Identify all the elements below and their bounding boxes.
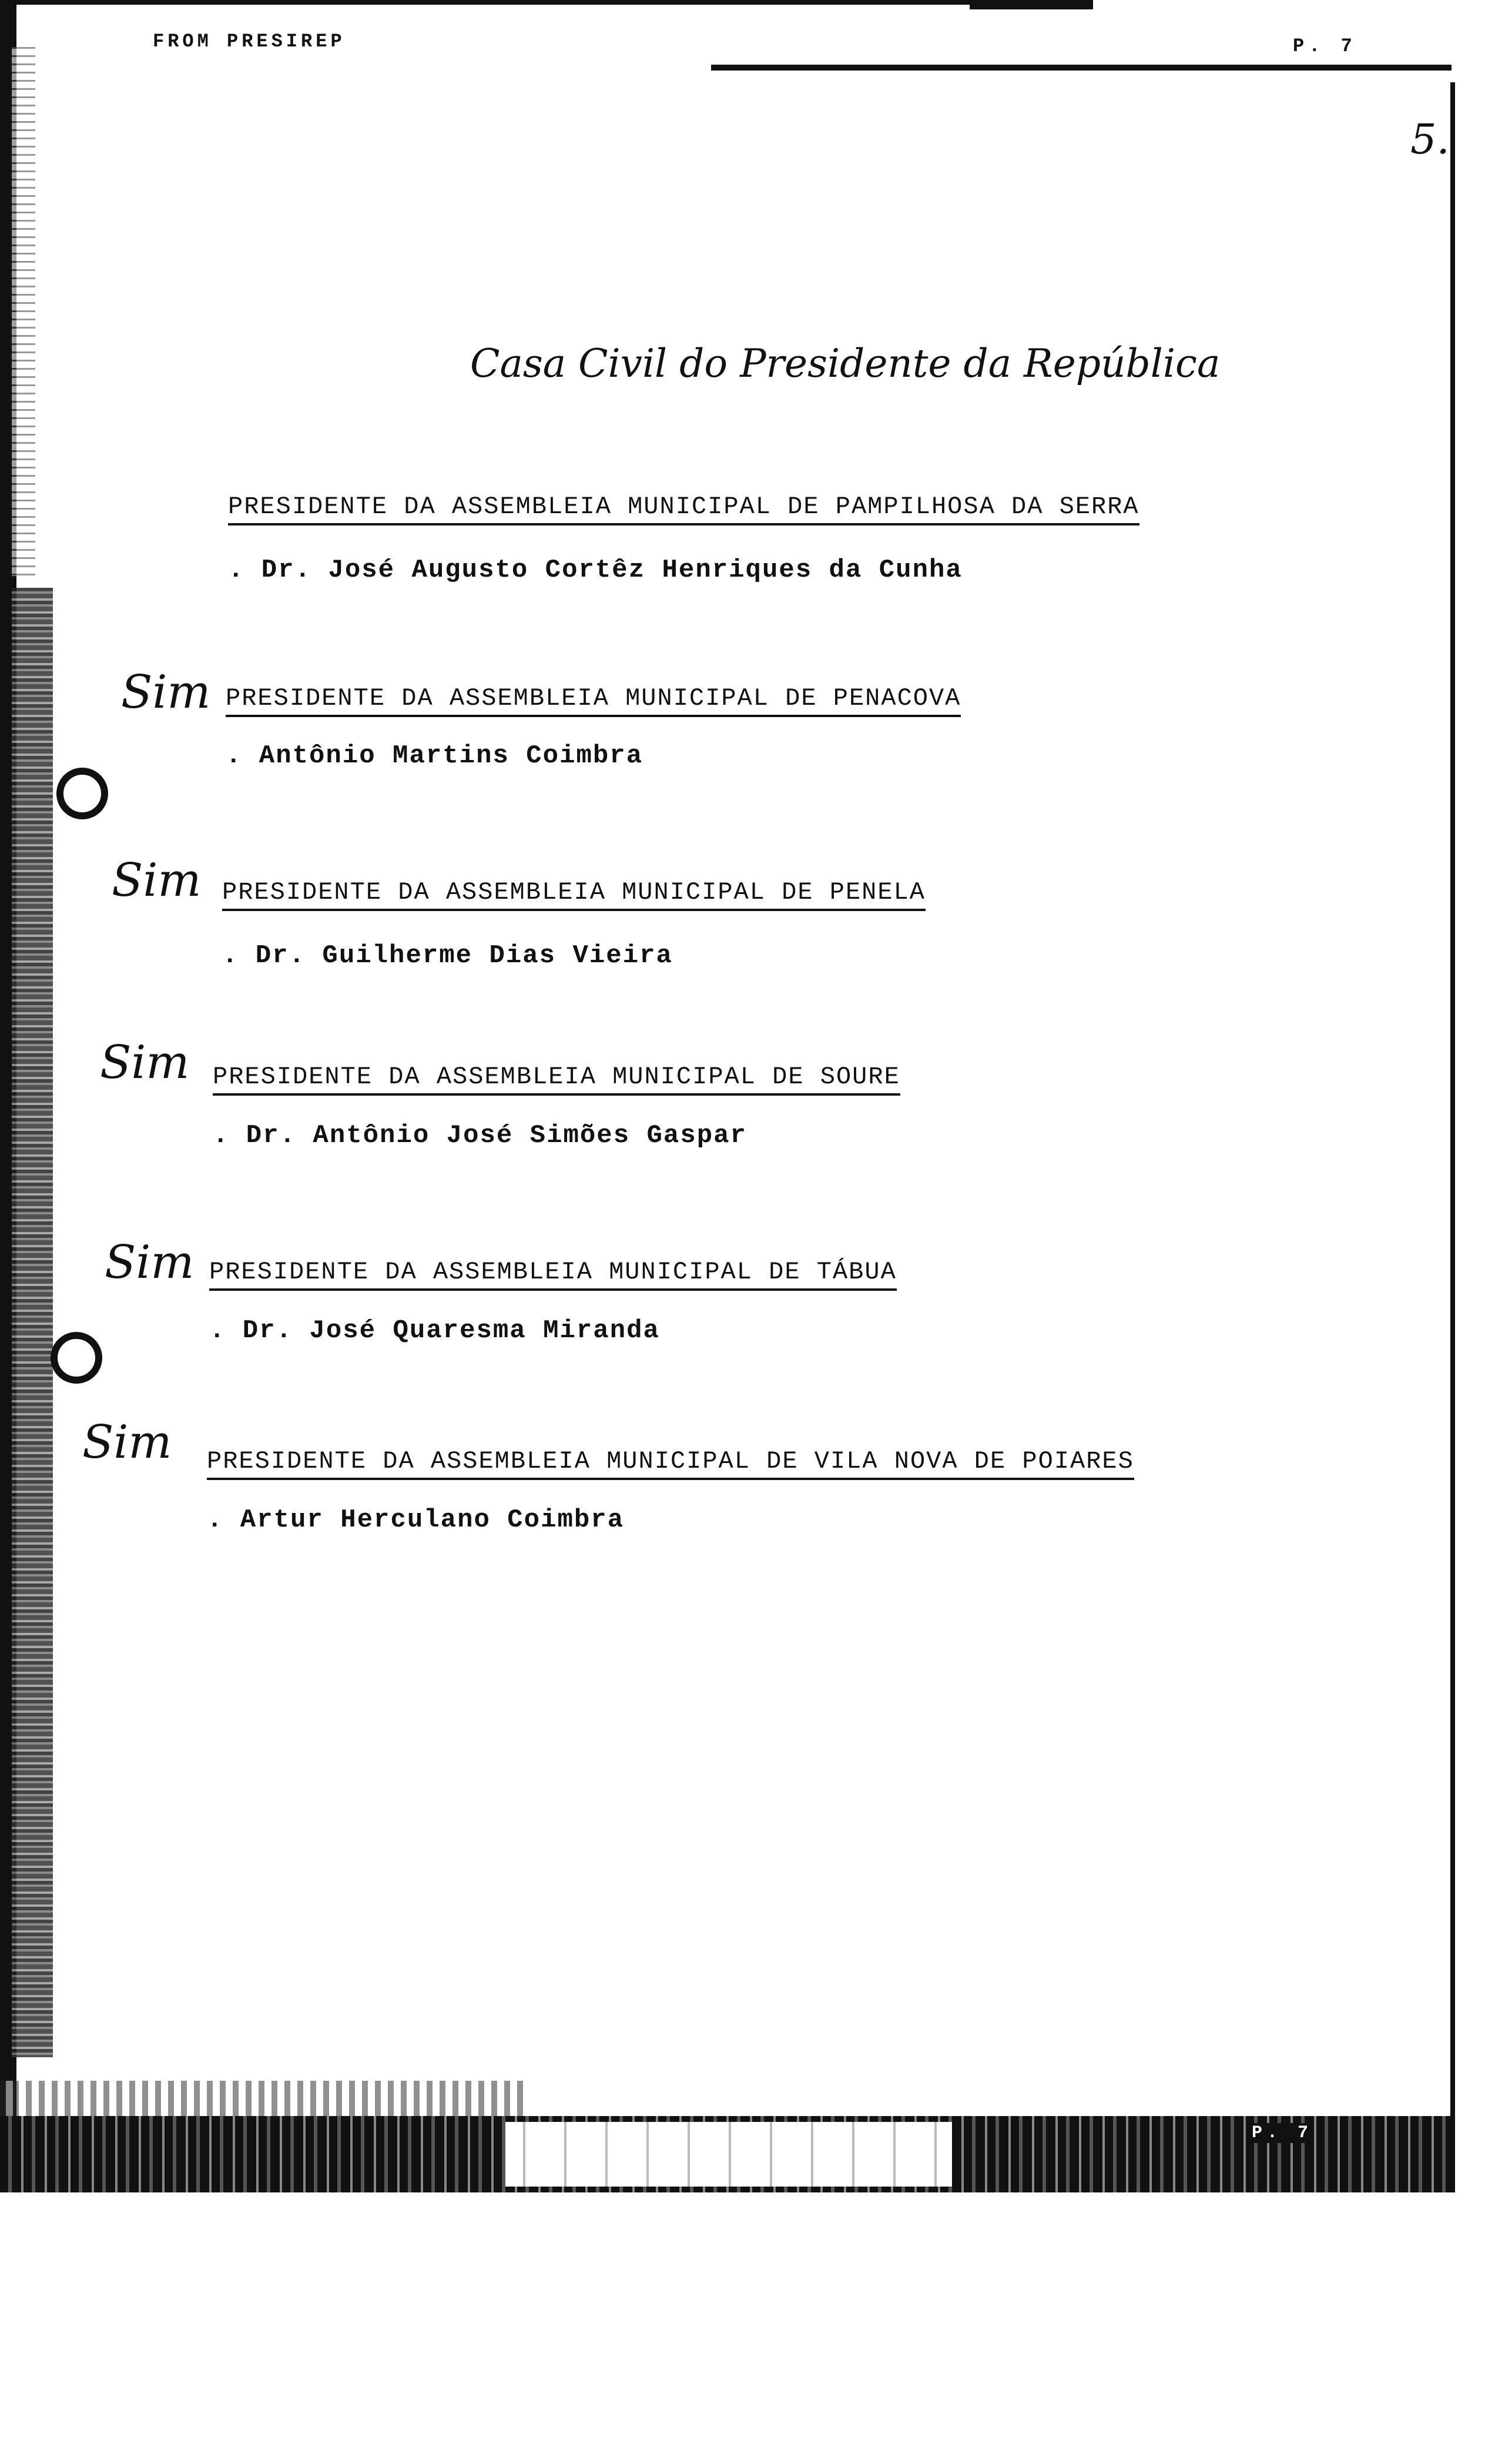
handwritten-page-number: 5. <box>1410 115 1450 163</box>
handwritten-sim-mark: Sim <box>121 666 211 719</box>
scan-left-smear <box>12 588 53 2057</box>
scan-left-noise <box>12 47 35 576</box>
handwritten-sim-mark: Sim <box>105 1236 195 1289</box>
fax-page-number: P. 7 <box>1293 35 1357 57</box>
entry-name: . Artur Herculano Coimbra <box>207 1505 625 1535</box>
blank-margin <box>0 2198 1495 2464</box>
entry-name: . Antônio Martins Coimbra <box>226 741 643 771</box>
entry-title: PRESIDENTE DA ASSEMBLEIA MUNICIPAL DE PENELA <box>222 878 926 911</box>
letterhead: Casa Civil do Presidente da República <box>470 341 1221 386</box>
scan-top-rule <box>711 65 1452 71</box>
punch-hole <box>56 768 108 819</box>
entry-name: . Dr. José Augusto Cortêz Henriques da Cunha <box>228 555 963 585</box>
entry-title: PRESIDENTE DA ASSEMBLEIA MUNICIPAL DE PAMPILHOSA DA SERRA <box>228 493 1139 525</box>
scan-top-edge <box>0 0 1093 5</box>
fax-from-header: FROM PRESIREP <box>153 31 346 52</box>
fax-footer-page-number: P. 7 <box>1252 2123 1313 2143</box>
entry-title: PRESIDENTE DA ASSEMBLEIA MUNICIPAL DE SOURE <box>213 1063 900 1096</box>
entry-name: . Dr. Guilherme Dias Vieira <box>222 941 673 970</box>
entry-name: . Dr. José Quaresma Miranda <box>209 1316 660 1345</box>
entry-title: PRESIDENTE DA ASSEMBLEIA MUNICIPAL DE PENACOVA <box>226 684 961 717</box>
entry-name: . Dr. Antônio José Simões Gaspar <box>213 1121 747 1150</box>
handwritten-sim-mark: Sim <box>100 1036 190 1089</box>
entry-title: PRESIDENTE DA ASSEMBLEIA MUNICIPAL DE VILA NOVA DE POIARES <box>207 1447 1134 1480</box>
scan-bottom-fade <box>505 2122 952 2187</box>
punch-hole <box>51 1332 102 1384</box>
scan-top-mark <box>970 0 1093 9</box>
handwritten-sim-mark: Sim <box>112 854 202 907</box>
entry-title: PRESIDENTE DA ASSEMBLEIA MUNICIPAL DE TÁBUA <box>209 1258 897 1291</box>
scan-bottom-noise <box>0 2081 529 2116</box>
handwritten-sim-mark: Sim <box>82 1416 172 1469</box>
scan-right-edge <box>1450 82 1455 2175</box>
